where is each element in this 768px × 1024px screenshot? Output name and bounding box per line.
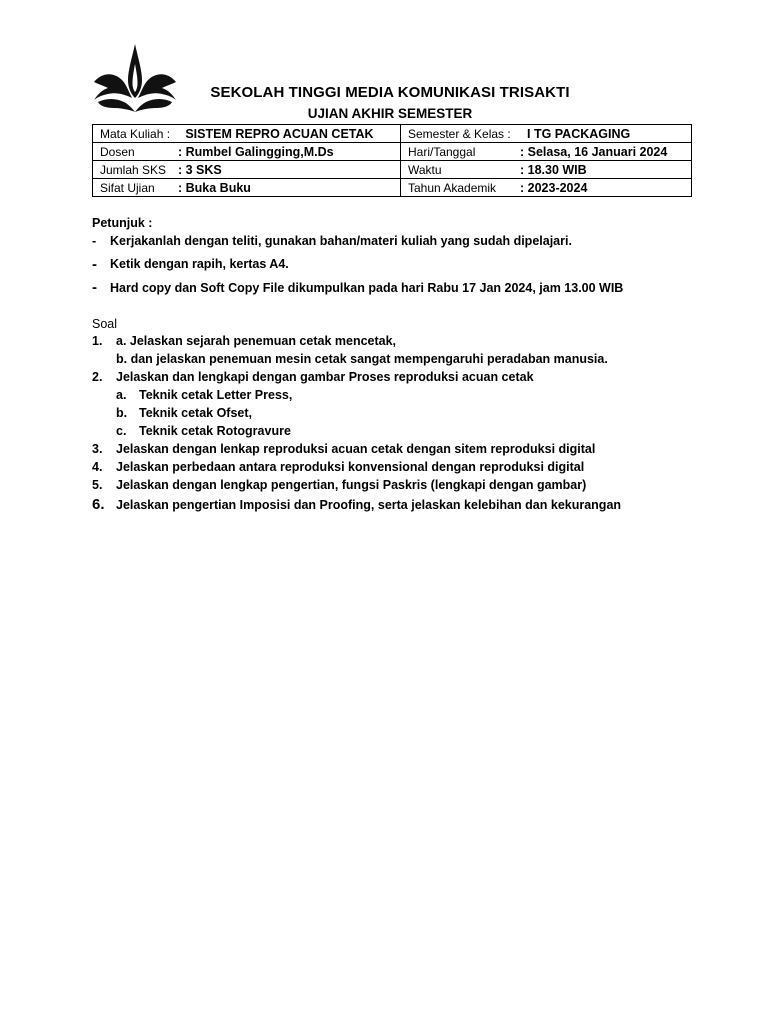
exam-info-table xyxy=(92,124,692,197)
exam-type-value: : Buka Buku xyxy=(178,180,251,195)
time-label: Waktu xyxy=(408,162,442,177)
lecturer-label: Dosen xyxy=(100,144,135,159)
exam-type-label: Sifat Ujian xyxy=(100,180,155,195)
question-2: Jelaskan dan lengkapi dengan gambar Proses reproduksi acuan cetak xyxy=(116,370,534,384)
table-row xyxy=(93,143,692,161)
sks-cell xyxy=(93,161,401,179)
trisakti-logo-icon xyxy=(92,42,178,116)
sub-letter: b. xyxy=(116,406,128,420)
course-value: SISTEM REPRO ACUAN CETAK xyxy=(185,126,374,141)
time-value: : 18.30 WIB xyxy=(520,162,587,177)
instruction-item: Ketik dengan rapih, kertas A4. xyxy=(110,257,289,271)
semester-label: Semester & Kelas : xyxy=(408,126,511,141)
lecturer-value: : Rumbel Galingging,M.Ds xyxy=(178,144,334,159)
question-2b: Teknik cetak Ofset, xyxy=(139,406,253,420)
question-number: 2. xyxy=(92,370,103,384)
bullet: - xyxy=(92,234,97,248)
course-label: Mata Kuliah : xyxy=(100,126,171,141)
instruction-item: Hard copy dan Soft Copy File dikumpulkan pada hari Rabu 17 Jan 2024, jam 13.00 WIB xyxy=(110,281,624,295)
institution-name: SEKOLAH TINGGI MEDIA KOMUNIKASI TRISAKTI xyxy=(210,84,570,101)
question-number: 1. xyxy=(92,334,103,348)
semester-value: I TG PACKAGING xyxy=(527,126,631,141)
bullet: - xyxy=(92,279,97,296)
instruction-item: Kerjakanlah dengan teliti, gunakan bahan/materi kuliah yang sudah dipelajari. xyxy=(110,234,572,248)
sks-value: : 3 SKS xyxy=(178,162,222,177)
question-number: 3. xyxy=(92,442,103,456)
exam-type-cell xyxy=(93,179,401,197)
time-cell xyxy=(401,161,692,179)
question-4: Jelaskan perbedaan antara reproduksi konvensional dengan reproduksi digital xyxy=(116,460,585,474)
question-2a: Teknik cetak Letter Press, xyxy=(139,388,293,402)
date-value: : Selasa, 16 Januari 2024 xyxy=(520,144,668,159)
sub-letter: c. xyxy=(116,424,127,438)
question-number: 6. xyxy=(92,496,105,513)
table-row xyxy=(93,161,692,179)
question-number: 5. xyxy=(92,478,103,492)
course-cell xyxy=(93,125,401,143)
table-row xyxy=(93,125,692,143)
academic-year-value: : 2023-2024 xyxy=(520,180,588,195)
exam-title: UJIAN AKHIR SEMESTER xyxy=(307,106,473,121)
question-1b: b. dan jelaskan penemuan mesin cetak sangat mempengaruhi peradaban manusia. xyxy=(116,352,608,366)
question-5: Jelaskan dengan lengkap pengertian, fungsi Paskris (lengkapi dengan gambar) xyxy=(116,478,587,492)
question-6: Jelaskan pengertian Imposisi dan Proofing, serta jelaskan kelebihan dan kekurangan xyxy=(116,498,622,512)
question-1a: a. Jelaskan sejarah penemuan cetak mencetak, xyxy=(116,334,397,348)
question-number: 4. xyxy=(92,460,103,474)
date-label: Hari/Tanggal xyxy=(408,144,476,159)
bullet: - xyxy=(92,256,97,273)
table-row xyxy=(93,179,692,197)
academic-year-cell xyxy=(401,179,692,197)
instructions-heading: Petunjuk : xyxy=(92,216,153,230)
question-2c: Teknik cetak Rotogravure xyxy=(139,424,291,438)
sub-letter: a. xyxy=(116,388,127,402)
sks-label: Jumlah SKS xyxy=(100,162,167,177)
academic-year-label: Tahun Akademik xyxy=(408,180,497,195)
date-cell xyxy=(401,143,692,161)
question-3: Jelaskan dengan lenkap reproduksi acuan cetak dengan sitem reproduksi digital xyxy=(116,442,596,456)
questions-heading: Soal xyxy=(92,317,118,331)
semester-cell xyxy=(401,125,692,143)
lecturer-cell xyxy=(93,143,401,161)
